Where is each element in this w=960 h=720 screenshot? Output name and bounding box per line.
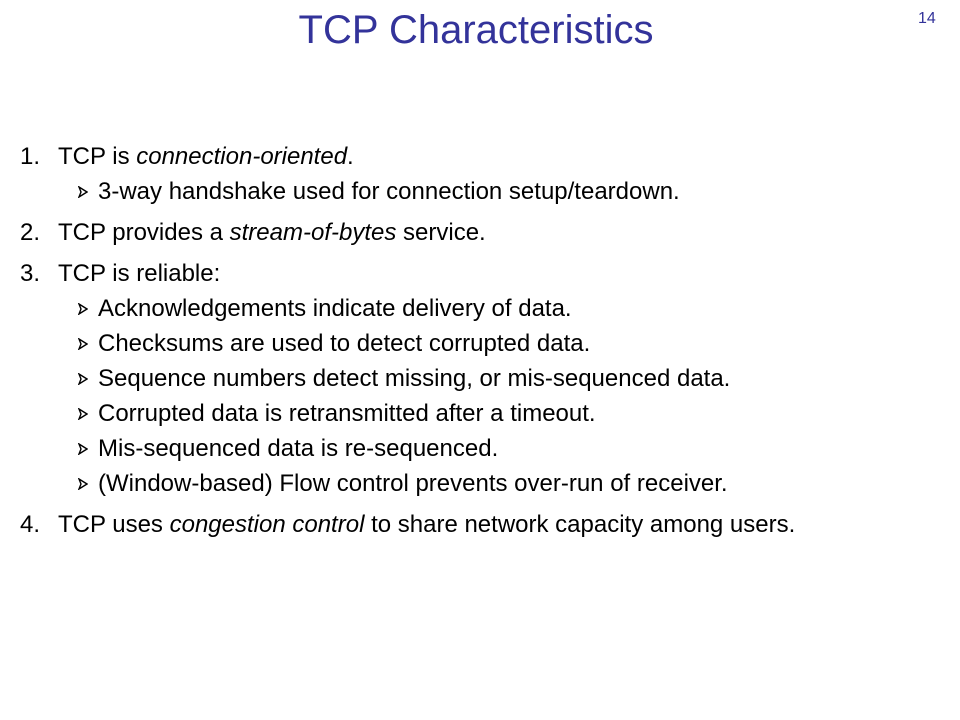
list-number: 2. <box>20 219 41 246</box>
text-segment: TCP provides a <box>58 219 230 246</box>
sub-bullet <box>78 174 950 209</box>
sub-bullet <box>78 361 950 396</box>
list-text: TCP is reliable: <box>58 260 221 287</box>
sub-bullet-text: Mis-sequenced data is re-sequenced. <box>98 435 499 462</box>
text-segment: TCP is <box>58 143 137 170</box>
emphasis-text: congestion control <box>169 511 365 538</box>
list-text <box>58 507 858 542</box>
text-segment: . <box>347 143 354 170</box>
arrow-bullet-icon <box>78 326 98 361</box>
arrow-bullet-icon <box>78 396 98 431</box>
arrow-bullet-icon <box>78 431 98 466</box>
sub-bullet-text: (Window-based) Flow control prevents over-run of receiver. <box>98 470 728 497</box>
list-number: 1. <box>20 143 41 170</box>
sub-bullet <box>78 291 950 326</box>
sub-bullet <box>78 326 950 361</box>
list-number: 4. <box>20 511 41 538</box>
arrow-bullet-icon <box>78 174 98 209</box>
list-text <box>58 215 950 250</box>
slide-content <box>20 139 950 548</box>
list-item-4 <box>20 507 950 542</box>
emphasis-text: connection-oriented <box>136 143 348 170</box>
sub-bullet-text: Sequence numbers detect missing, or mis-sequenced data. <box>98 365 731 392</box>
sub-bullet <box>78 466 950 501</box>
list-item-3 <box>20 256 950 501</box>
slide-number: 14 <box>918 10 936 27</box>
slide-title: TCP Characteristics <box>298 8 654 52</box>
text-segment: TCP uses <box>58 511 170 538</box>
emphasis-text: stream-of-bytes <box>229 219 397 246</box>
sub-bullet-text: Checksums are used to detect corrupted data. <box>98 330 591 357</box>
sub-bullet <box>78 431 950 466</box>
arrow-bullet-icon <box>78 291 98 326</box>
list-item-1 <box>20 139 950 209</box>
arrow-bullet-icon <box>78 466 98 501</box>
text-segment: service. <box>396 219 486 246</box>
sub-bullet-text: Acknowledgements indicate delivery of data. <box>98 295 572 322</box>
text-segment: to share network capacity among users. <box>364 511 796 538</box>
sub-bullet <box>78 396 950 431</box>
arrow-bullet-icon <box>78 361 98 396</box>
list-number: 3. <box>20 260 41 287</box>
list-text <box>58 139 950 174</box>
list-item-2 <box>20 215 950 250</box>
sub-bullet-text: 3-way handshake used for connection setup/teardown. <box>98 178 680 205</box>
sub-bullet-text: Corrupted data is retransmitted after a timeout. <box>98 400 596 427</box>
